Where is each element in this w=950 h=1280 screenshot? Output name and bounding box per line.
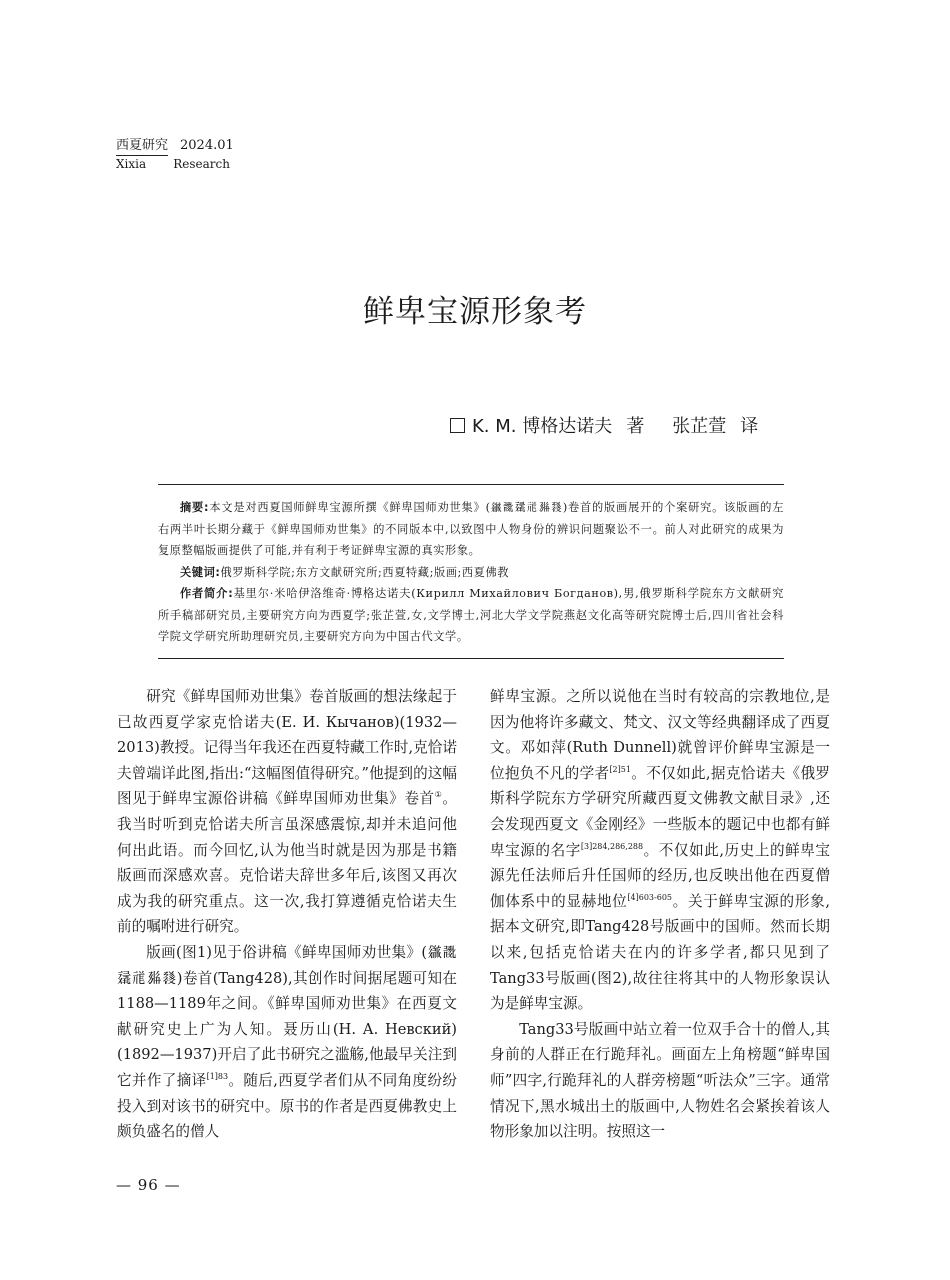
body-paragraph: 研究《鲜卑国师劝世集》卷首版画的想法缘起于已故西夏学家克恰诺夫(Е. И. Кычанов)(1932—2013)教授。记得当年我还在西夏特藏工作时,克恰诺夫曾端详此图,指出:“这幅图值得研究。”他提到的这幅图见于鲜卑宝源俗讲稿《鲜卑国师劝世集》卷首①。我当时听到克恰诺夫所言虽深感震惊,却并未追问他何出此语。而今回忆,认为他当时就是因为那是书籍版画而深感欢喜。克恰诺夫辞世多年后,该图又再次成为我的研究重点。这一次,我打算遵循克恰诺夫生前的嘱咐进行研究。	[117, 688, 457, 936]
author-name: K. M. 博格达诺夫	[472, 416, 613, 437]
citation-marker[interactable]: [3]284,286,288	[580, 841, 644, 851]
citation-marker[interactable]: [1]83	[206, 1072, 229, 1082]
bio-paragraph: 作者简介:基里尔·米哈伊洛维奇·博格达诺夫(Кирилл Михайлович Богданов),男,俄罗斯科学院东方文献研究所手稿部研究员,主要研究方向为西夏学;张芷萱,女,文学博士,河北大学文学院燕赵文化高等研究院博士后,四川省社会科学院文学研究所助理研究员,主要研究方向为中国古代文学。	[158, 587, 785, 643]
body-paragraph: 鲜卑宝源。之所以说他在当时有较高的宗教地位,是因为他将许多藏文、梵文、汉文等经典翻译成了西夏文。邓如萍(Ruth Dunnell)就曾评价鲜卑宝源是一位抱负不凡的学者$^{[2]51}$。不仅如此,据克恰诺夫《俄罗斯科学院东方学研究所藏西夏文佛教文献目录》,还会发现西夏文《金刚经》一些版本的题记中也都有鲜卑宝源的名字$^{[3]284,286,288}$。不仅如此,历史上的鲜卑宝源先任法师后升任国师的经历,也反映出他在西夏僧伽体系中的显赫地位$^{[4]603-605}$。关于鲜卑宝源的形象,据本文研究,即Tang428号版画中的国师。然而长期以来,包括克恰诺夫在内的许多学者,都只见到了Tang33号版画(图2),故往往将其中的人物形象误认为是鲜卑宝源。	[490, 688, 830, 1013]
citation-marker[interactable]: [4]603-605	[627, 892, 672, 902]
bio-label: 作者简介	[180, 587, 229, 600]
journal-name-en-1: Xixia	[116, 157, 147, 171]
author-line	[450, 412, 758, 438]
page-number: — 96 —	[116, 1176, 181, 1194]
translator-name: 张芷萱	[672, 416, 727, 437]
abstract-paragraph: 摘要:本文是对西夏国师鲜卑宝源所撰《鲜卑国师劝世集》(𗫡𘄏𗡷𗙏𗉝𗉃)卷首的版画展开的个案研究。该版画的左右两半叶长期分藏于《鲜卑国师劝世集》的不同版本中,以致图中人物身份的辨识问题聚讼不一。前人对此研究的成果为复原整幅版画提供了可能,并有利于考证鲜卑宝源的真实形象。	[158, 501, 784, 557]
journal-name-en-2: Research	[173, 157, 230, 171]
keywords-text: 俄罗斯科学院;东方文献研究所;西夏特藏;版画;西夏佛教	[220, 565, 510, 579]
square-bullet-icon	[450, 418, 465, 433]
body-paragraph: Tang33号版画中站立着一位双手合十的僧人,其身前的人群正在行跪拜礼。画面左上角榜题“鲜卑国师”四字,行跪拜礼的人群旁榜题“听法众”三字。通常情况下,黑水城出土的版画中,人物姓名会紧挨着该人物形象加以注明。按照这一	[490, 1020, 830, 1141]
body-paragraph: 版画(图1)见于俗讲稿《鲜卑国师劝世集》(𗫡𘄏𗡷𗙏𗉝𗉃)卷首(Tang428),其创作时间据尾题可知在1188—1189年之间。《鲜卑国师劝世集》在西夏文献研究史上广为人知。聂历山(Н. А. Невский)(1892—1937)开启了此书研究之滥觞,他最早关注到它并作了摘译$^{[1]83}$。随后,西夏学者们从不同角度纷纷投入到对该书的研究中。原书的作者是西夏佛教史上颇负盛名的僧人	[117, 943, 457, 1141]
abstract-text: 本文是对西夏国师鲜卑宝源所撰《鲜卑国师劝世集》(𗫡𘄏𗡷𗙏𗉝𗉃)卷首的版画展开的个案研究。该版画的左右两半叶长期分藏于《鲜卑国师劝世集》的不同版本中,以致图中人物身份的辨识问题聚讼不一。前人对此研究的成果为复原整幅版画提供了可能,并有利于考证鲜卑宝源的真实形象。	[158, 501, 784, 557]
abstract-section	[158, 484, 784, 659]
citation-marker[interactable]: [2]51	[609, 764, 631, 774]
footnote-marker[interactable]: ①	[434, 790, 443, 800]
journal-header	[116, 138, 234, 172]
journal-issue: 2024.01	[180, 138, 234, 153]
body-column-right	[490, 684, 830, 1145]
abstract-label: 摘要	[180, 501, 205, 514]
article-title: 鲜卑宝源形象考	[363, 294, 587, 330]
keywords-label: 关键词	[180, 565, 216, 579]
translator-role: 译	[740, 416, 759, 437]
keywords-paragraph: 关键词:俄罗斯科学院;东方文献研究所;西夏特藏;版画;西夏佛教	[180, 565, 510, 579]
bio-text: 基里尔·米哈伊洛维奇·博格达诺夫(Кирилл Михайлович Богданов),男,俄罗斯科学院东方文献研究所手稿部研究员,主要研究方向为西夏学;张芷萱,女,文学博士,河北大学文学院燕赵文化高等研究院博士后,四川省社会科学院文学研究所助理研究员,主要研究方向为中国古代文学。	[158, 587, 785, 643]
journal-name-cn: 西夏研究	[116, 138, 168, 156]
author-role: 著	[626, 416, 645, 437]
body-column-left	[117, 684, 457, 1145]
